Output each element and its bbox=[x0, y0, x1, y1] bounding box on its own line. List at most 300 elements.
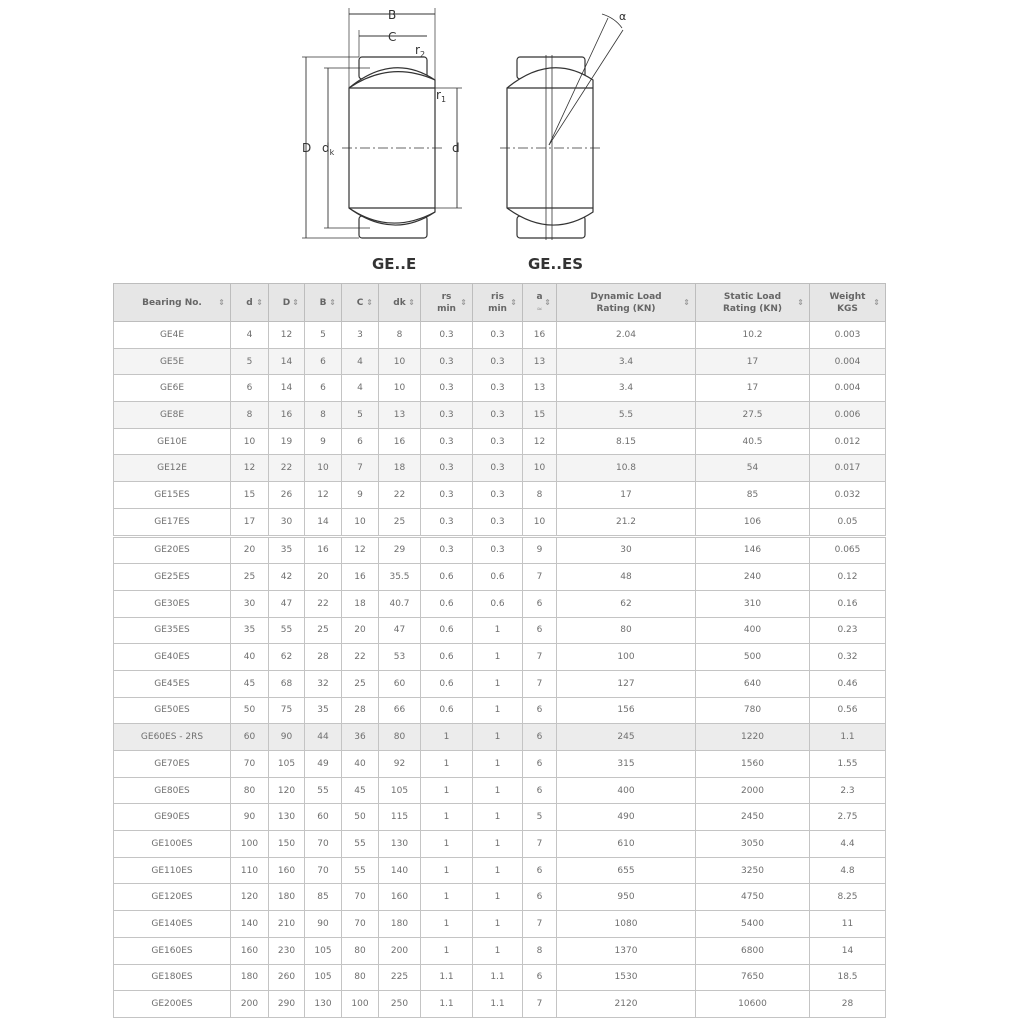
cell-weight: 1.1 bbox=[810, 724, 886, 751]
cell-bearing-no: GE25ES bbox=[114, 564, 231, 591]
cell-c: 50 bbox=[342, 804, 379, 831]
cell-dk: 29 bbox=[379, 536, 421, 564]
cell-d: 160 bbox=[231, 937, 269, 964]
cell-c: 18 bbox=[342, 590, 379, 617]
cell-c: 9 bbox=[342, 482, 379, 509]
cell-static-load: 10600 bbox=[696, 991, 810, 1018]
cell-ris-min: 1 bbox=[473, 724, 523, 751]
cell-dk: 200 bbox=[379, 937, 421, 964]
cell-d: 140 bbox=[231, 911, 269, 938]
cell-weight: 8.25 bbox=[810, 884, 886, 911]
cell-outer-d: 160 bbox=[269, 857, 305, 884]
cell-b: 85 bbox=[305, 884, 342, 911]
cell-static-load: 640 bbox=[696, 670, 810, 697]
cell-dynamic-load: 655 bbox=[557, 857, 696, 884]
column-header-label bbox=[830, 291, 866, 315]
cell-a: 13 bbox=[523, 348, 557, 375]
table-row bbox=[114, 884, 886, 911]
label-dk: $d_k$ bbox=[322, 141, 335, 157]
cell-b: 22 bbox=[305, 590, 342, 617]
cell-b: 25 bbox=[305, 617, 342, 644]
header-line-1: D bbox=[282, 297, 291, 308]
cell-bearing-no: GE35ES bbox=[114, 617, 231, 644]
cell-dynamic-load: 62 bbox=[557, 590, 696, 617]
cell-bearing-no: GE110ES bbox=[114, 857, 231, 884]
cell-ris-min: 0.3 bbox=[473, 322, 523, 349]
cell-dynamic-load: 3.4 bbox=[557, 375, 696, 402]
cell-dk: 250 bbox=[379, 991, 421, 1018]
cell-bearing-no: GE5E bbox=[114, 348, 231, 375]
cell-bearing-no: GE15ES bbox=[114, 482, 231, 509]
cell-rs-min: 0.3 bbox=[421, 348, 473, 375]
cell-rs-min: 1 bbox=[421, 831, 473, 858]
cell-bearing-no: GE4E bbox=[114, 322, 231, 349]
cell-static-load: 310 bbox=[696, 590, 810, 617]
cell-b: 12 bbox=[305, 482, 342, 509]
column-header-weight[interactable] bbox=[810, 284, 886, 322]
cell-d: 10 bbox=[231, 428, 269, 455]
header-line-2: KGS bbox=[837, 303, 858, 314]
sort-icon[interactable]: ⇕ bbox=[256, 297, 263, 307]
cell-outer-d: 180 bbox=[269, 884, 305, 911]
sort-icon[interactable]: ⇕ bbox=[544, 297, 551, 307]
cell-dynamic-load: 5.5 bbox=[557, 402, 696, 429]
cell-bearing-no: GE140ES bbox=[114, 911, 231, 938]
column-header-label bbox=[723, 291, 782, 315]
cell-static-load: 2000 bbox=[696, 777, 810, 804]
column-header-a[interactable] bbox=[523, 284, 557, 322]
cell-d: 100 bbox=[231, 831, 269, 858]
cell-d: 20 bbox=[231, 536, 269, 564]
cell-rs-min: 1.1 bbox=[421, 964, 473, 991]
cell-weight: 2.3 bbox=[810, 777, 886, 804]
cell-dynamic-load: 2120 bbox=[557, 991, 696, 1018]
table-row bbox=[114, 482, 886, 509]
table-row bbox=[114, 428, 886, 455]
cell-rs-min: 0.3 bbox=[421, 402, 473, 429]
cell-b: 60 bbox=[305, 804, 342, 831]
column-header-rs-min[interactable] bbox=[421, 284, 473, 322]
table-row bbox=[114, 590, 886, 617]
cell-d: 45 bbox=[231, 670, 269, 697]
column-header-label bbox=[488, 291, 507, 315]
cell-rs-min: 1.1 bbox=[421, 991, 473, 1018]
table-row bbox=[114, 402, 886, 429]
cell-dk: 53 bbox=[379, 644, 421, 671]
cell-c: 80 bbox=[342, 937, 379, 964]
cell-bearing-no: GE12E bbox=[114, 455, 231, 482]
cell-d: 30 bbox=[231, 590, 269, 617]
header-line-2: Rating (KN) bbox=[722, 303, 783, 314]
label-D: D bbox=[302, 141, 312, 155]
cell-a: 8 bbox=[523, 482, 557, 509]
header-line-2: min bbox=[437, 303, 456, 314]
cell-b: 6 bbox=[305, 348, 342, 375]
cell-b: 44 bbox=[305, 724, 342, 751]
cell-weight: 4.4 bbox=[810, 831, 886, 858]
table-row bbox=[114, 724, 886, 751]
cell-a: 7 bbox=[523, 564, 557, 591]
cell-dk: 92 bbox=[379, 751, 421, 778]
cell-a: 6 bbox=[523, 697, 557, 724]
cell-ris-min: 1 bbox=[473, 617, 523, 644]
cell-c: 80 bbox=[342, 964, 379, 991]
sort-icon[interactable]: ⇕ bbox=[329, 297, 336, 307]
header-line-1: Bearing No. bbox=[142, 297, 202, 308]
cell-ris-min: 1 bbox=[473, 697, 523, 724]
cell-bearing-no: GE10E bbox=[114, 428, 231, 455]
cell-b: 90 bbox=[305, 911, 342, 938]
cell-weight: 18.5 bbox=[810, 964, 886, 991]
cell-ris-min: 1 bbox=[473, 937, 523, 964]
cell-weight: 0.065 bbox=[810, 536, 886, 564]
cell-dk: 25 bbox=[379, 508, 421, 536]
cell-rs-min: 0.6 bbox=[421, 564, 473, 591]
column-header-c[interactable] bbox=[342, 284, 379, 322]
cell-bearing-no: GE100ES bbox=[114, 831, 231, 858]
cell-weight: 0.006 bbox=[810, 402, 886, 429]
cell-ris-min: 1 bbox=[473, 911, 523, 938]
table-row bbox=[114, 322, 886, 349]
column-header-bearing-no[interactable] bbox=[114, 284, 231, 322]
label-r2: $r_2$ bbox=[415, 43, 426, 59]
cell-c: 55 bbox=[342, 857, 379, 884]
header-line-1: d bbox=[246, 297, 253, 308]
cell-weight: 0.032 bbox=[810, 482, 886, 509]
cell-a: 7 bbox=[523, 911, 557, 938]
cell-a: 6 bbox=[523, 964, 557, 991]
cell-outer-d: 210 bbox=[269, 911, 305, 938]
cell-dynamic-load: 100 bbox=[557, 644, 696, 671]
header-line-2: min bbox=[488, 303, 507, 314]
cell-dynamic-load: 400 bbox=[557, 777, 696, 804]
cell-d: 40 bbox=[231, 644, 269, 671]
cell-a: 6 bbox=[523, 751, 557, 778]
sort-icon[interactable]: ⇕ bbox=[366, 297, 373, 307]
cell-dk: 40.7 bbox=[379, 590, 421, 617]
cell-weight: 0.004 bbox=[810, 375, 886, 402]
table-row bbox=[114, 536, 886, 564]
cell-dynamic-load: 315 bbox=[557, 751, 696, 778]
cell-dk: 10 bbox=[379, 348, 421, 375]
cell-outer-d: 105 bbox=[269, 751, 305, 778]
cell-a: 15 bbox=[523, 402, 557, 429]
column-header-label bbox=[320, 297, 327, 309]
cell-static-load: 27.5 bbox=[696, 402, 810, 429]
cell-dynamic-load: 17 bbox=[557, 482, 696, 509]
cell-dk: 105 bbox=[379, 777, 421, 804]
cell-d: 4 bbox=[231, 322, 269, 349]
label-r1: $r_1$ bbox=[436, 88, 447, 104]
cell-weight: 0.12 bbox=[810, 564, 886, 591]
cell-b: 130 bbox=[305, 991, 342, 1018]
header-line-1: dk bbox=[393, 297, 406, 308]
cell-dynamic-load: 490 bbox=[557, 804, 696, 831]
cell-static-load: 10.2 bbox=[696, 322, 810, 349]
cell-a: 10 bbox=[523, 455, 557, 482]
cell-rs-min: 0.3 bbox=[421, 482, 473, 509]
cell-weight: 0.004 bbox=[810, 348, 886, 375]
cell-c: 4 bbox=[342, 348, 379, 375]
cell-dk: 80 bbox=[379, 724, 421, 751]
cell-static-load: 780 bbox=[696, 697, 810, 724]
cell-dynamic-load: 80 bbox=[557, 617, 696, 644]
table-row bbox=[114, 564, 886, 591]
cell-b: 8 bbox=[305, 402, 342, 429]
table-header-row bbox=[114, 284, 886, 322]
cell-b: 105 bbox=[305, 964, 342, 991]
cell-weight: 11 bbox=[810, 911, 886, 938]
cell-c: 36 bbox=[342, 724, 379, 751]
header-line-2: Rating (KN) bbox=[596, 303, 656, 314]
label-C: C bbox=[388, 30, 397, 44]
cell-b: 70 bbox=[305, 831, 342, 858]
column-header-ris-min[interactable] bbox=[473, 284, 523, 322]
sort-icon[interactable]: ⇕ bbox=[292, 297, 299, 307]
cell-rs-min: 0.6 bbox=[421, 644, 473, 671]
sort-icon[interactable]: ⇕ bbox=[408, 297, 415, 307]
cell-ris-min: 1 bbox=[473, 804, 523, 831]
cell-bearing-no: GE30ES bbox=[114, 590, 231, 617]
cell-outer-d: 47 bbox=[269, 590, 305, 617]
cell-d: 50 bbox=[231, 697, 269, 724]
column-header-label bbox=[246, 297, 252, 309]
cell-ris-min: 0.3 bbox=[473, 508, 523, 536]
cell-outer-d: 150 bbox=[269, 831, 305, 858]
cell-a: 7 bbox=[523, 831, 557, 858]
cell-rs-min: 0.6 bbox=[421, 670, 473, 697]
column-header-label bbox=[437, 291, 456, 315]
cell-rs-min: 0.3 bbox=[421, 508, 473, 536]
header-line-2: ≈ bbox=[536, 304, 543, 313]
cell-d: 70 bbox=[231, 751, 269, 778]
cell-rs-min: 1 bbox=[421, 724, 473, 751]
cell-b: 5 bbox=[305, 322, 342, 349]
cell-d: 12 bbox=[231, 455, 269, 482]
cell-bearing-no: GE60ES - 2RS bbox=[114, 724, 231, 751]
cell-rs-min: 1 bbox=[421, 884, 473, 911]
cell-rs-min: 0.6 bbox=[421, 590, 473, 617]
cell-outer-d: 12 bbox=[269, 322, 305, 349]
cell-static-load: 146 bbox=[696, 536, 810, 564]
cell-dk: 13 bbox=[379, 402, 421, 429]
cell-outer-d: 19 bbox=[269, 428, 305, 455]
cell-ris-min: 1 bbox=[473, 831, 523, 858]
cell-weight: 14 bbox=[810, 937, 886, 964]
label-alpha: α bbox=[619, 10, 627, 23]
cell-rs-min: 0.6 bbox=[421, 617, 473, 644]
cell-dk: 225 bbox=[379, 964, 421, 991]
cell-c: 45 bbox=[342, 777, 379, 804]
cell-weight: 0.012 bbox=[810, 428, 886, 455]
cell-static-load: 17 bbox=[696, 375, 810, 402]
cell-dynamic-load: 30 bbox=[557, 536, 696, 564]
cell-ris-min: 1 bbox=[473, 884, 523, 911]
cell-ris-min: 1.1 bbox=[473, 964, 523, 991]
label-B: B bbox=[388, 8, 397, 22]
cell-outer-d: 68 bbox=[269, 670, 305, 697]
cell-bearing-no: GE45ES bbox=[114, 670, 231, 697]
cell-c: 6 bbox=[342, 428, 379, 455]
cell-outer-d: 16 bbox=[269, 402, 305, 429]
cell-d: 15 bbox=[231, 482, 269, 509]
cell-ris-min: 1 bbox=[473, 857, 523, 884]
cell-b: 9 bbox=[305, 428, 342, 455]
cell-b: 6 bbox=[305, 375, 342, 402]
caption-ge-es: GE..ES bbox=[528, 255, 584, 273]
cell-d: 180 bbox=[231, 964, 269, 991]
header-line-1: a bbox=[536, 291, 543, 302]
cell-static-load: 6800 bbox=[696, 937, 810, 964]
cell-a: 5 bbox=[523, 804, 557, 831]
header-line-1: B bbox=[319, 297, 327, 308]
cell-b: 70 bbox=[305, 857, 342, 884]
cell-ris-min: 0.6 bbox=[473, 590, 523, 617]
cell-static-load: 7650 bbox=[696, 964, 810, 991]
cell-a: 9 bbox=[523, 536, 557, 564]
cell-weight: 0.32 bbox=[810, 644, 886, 671]
cell-outer-d: 30 bbox=[269, 508, 305, 536]
table-row bbox=[114, 991, 886, 1018]
cell-ris-min: 0.3 bbox=[473, 402, 523, 429]
cell-weight: 0.017 bbox=[810, 455, 886, 482]
cell-c: 16 bbox=[342, 564, 379, 591]
cell-ris-min: 1 bbox=[473, 644, 523, 671]
sort-icon[interactable]: ⇕ bbox=[873, 297, 880, 307]
table-row bbox=[114, 937, 886, 964]
column-header-label bbox=[142, 297, 202, 309]
cell-dynamic-load: 1530 bbox=[557, 964, 696, 991]
column-header-outer-d[interactable] bbox=[269, 284, 305, 322]
table-row bbox=[114, 911, 886, 938]
table-row bbox=[114, 804, 886, 831]
header-line-1: Static Load bbox=[723, 291, 782, 302]
sort-icon[interactable]: ⇕ bbox=[510, 297, 517, 307]
cell-d: 90 bbox=[231, 804, 269, 831]
cell-a: 6 bbox=[523, 617, 557, 644]
sort-icon[interactable]: ⇕ bbox=[683, 297, 690, 307]
column-header-static-load[interactable] bbox=[696, 284, 810, 322]
cell-outer-d: 130 bbox=[269, 804, 305, 831]
table-row bbox=[114, 697, 886, 724]
cell-static-load: 17 bbox=[696, 348, 810, 375]
column-header-d[interactable] bbox=[231, 284, 269, 322]
cell-dk: 180 bbox=[379, 911, 421, 938]
cell-a: 7 bbox=[523, 670, 557, 697]
sort-icon[interactable]: ⇕ bbox=[218, 297, 225, 307]
bearing-spec-table bbox=[113, 283, 886, 1018]
cell-b: 49 bbox=[305, 751, 342, 778]
bearing-diagram-svg bbox=[290, 0, 640, 280]
cell-dk: 115 bbox=[379, 804, 421, 831]
cell-a: 6 bbox=[523, 884, 557, 911]
cell-b: 35 bbox=[305, 697, 342, 724]
sort-icon[interactable]: ⇕ bbox=[797, 297, 804, 307]
cell-b: 32 bbox=[305, 670, 342, 697]
cell-static-load: 5400 bbox=[696, 911, 810, 938]
cell-weight: 2.75 bbox=[810, 804, 886, 831]
cell-static-load: 3050 bbox=[696, 831, 810, 858]
cell-d: 120 bbox=[231, 884, 269, 911]
table-row bbox=[114, 831, 886, 858]
cell-static-load: 85 bbox=[696, 482, 810, 509]
header-line-1: ris bbox=[491, 291, 504, 302]
table-row bbox=[114, 375, 886, 402]
cell-c: 100 bbox=[342, 991, 379, 1018]
column-header-dynamic-load[interactable] bbox=[557, 284, 696, 322]
cell-d: 5 bbox=[231, 348, 269, 375]
cell-weight: 4.8 bbox=[810, 857, 886, 884]
table-row bbox=[114, 644, 886, 671]
cell-static-load: 240 bbox=[696, 564, 810, 591]
cell-bearing-no: GE40ES bbox=[114, 644, 231, 671]
cell-static-load: 3250 bbox=[696, 857, 810, 884]
cell-c: 4 bbox=[342, 375, 379, 402]
column-header-label bbox=[590, 291, 661, 315]
cell-b: 28 bbox=[305, 644, 342, 671]
cell-dk: 60 bbox=[379, 670, 421, 697]
sort-icon[interactable]: ⇕ bbox=[460, 297, 467, 307]
cell-dynamic-load: 127 bbox=[557, 670, 696, 697]
column-header-b[interactable] bbox=[305, 284, 342, 322]
column-header-label bbox=[283, 297, 290, 309]
cell-ris-min: 0.3 bbox=[473, 375, 523, 402]
cell-dk: 47 bbox=[379, 617, 421, 644]
cell-ris-min: 1 bbox=[473, 751, 523, 778]
cell-rs-min: 0.6 bbox=[421, 697, 473, 724]
cell-bearing-no: GE120ES bbox=[114, 884, 231, 911]
cell-a: 6 bbox=[523, 724, 557, 751]
cell-rs-min: 1 bbox=[421, 857, 473, 884]
cell-static-load: 54 bbox=[696, 455, 810, 482]
cell-a: 10 bbox=[523, 508, 557, 536]
cell-c: 40 bbox=[342, 751, 379, 778]
cell-a: 6 bbox=[523, 590, 557, 617]
cell-dk: 35.5 bbox=[379, 564, 421, 591]
cell-weight: 0.56 bbox=[810, 697, 886, 724]
cell-ris-min: 1 bbox=[473, 777, 523, 804]
cell-bearing-no: GE90ES bbox=[114, 804, 231, 831]
table-row bbox=[114, 617, 886, 644]
table-body bbox=[114, 322, 886, 1018]
cell-b: 20 bbox=[305, 564, 342, 591]
cell-d: 80 bbox=[231, 777, 269, 804]
cell-weight: 0.003 bbox=[810, 322, 886, 349]
cell-bearing-no: GE17ES bbox=[114, 508, 231, 536]
cell-outer-d: 120 bbox=[269, 777, 305, 804]
column-header-dk[interactable] bbox=[379, 284, 421, 322]
cell-c: 28 bbox=[342, 697, 379, 724]
cell-static-load: 2450 bbox=[696, 804, 810, 831]
cell-dynamic-load: 10.8 bbox=[557, 455, 696, 482]
cell-dk: 140 bbox=[379, 857, 421, 884]
cell-ris-min: 0.3 bbox=[473, 482, 523, 509]
cell-rs-min: 0.3 bbox=[421, 322, 473, 349]
label-d: d bbox=[452, 141, 460, 155]
cell-weight: 0.46 bbox=[810, 670, 886, 697]
cell-a: 16 bbox=[523, 322, 557, 349]
cell-ris-min: 0.3 bbox=[473, 348, 523, 375]
cell-ris-min: 0.6 bbox=[473, 564, 523, 591]
cell-outer-d: 62 bbox=[269, 644, 305, 671]
cell-dynamic-load: 950 bbox=[557, 884, 696, 911]
cell-c: 12 bbox=[342, 536, 379, 564]
cell-dk: 10 bbox=[379, 375, 421, 402]
cell-bearing-no: GE200ES bbox=[114, 991, 231, 1018]
cell-weight: 28 bbox=[810, 991, 886, 1018]
cell-bearing-no: GE80ES bbox=[114, 777, 231, 804]
cell-d: 25 bbox=[231, 564, 269, 591]
